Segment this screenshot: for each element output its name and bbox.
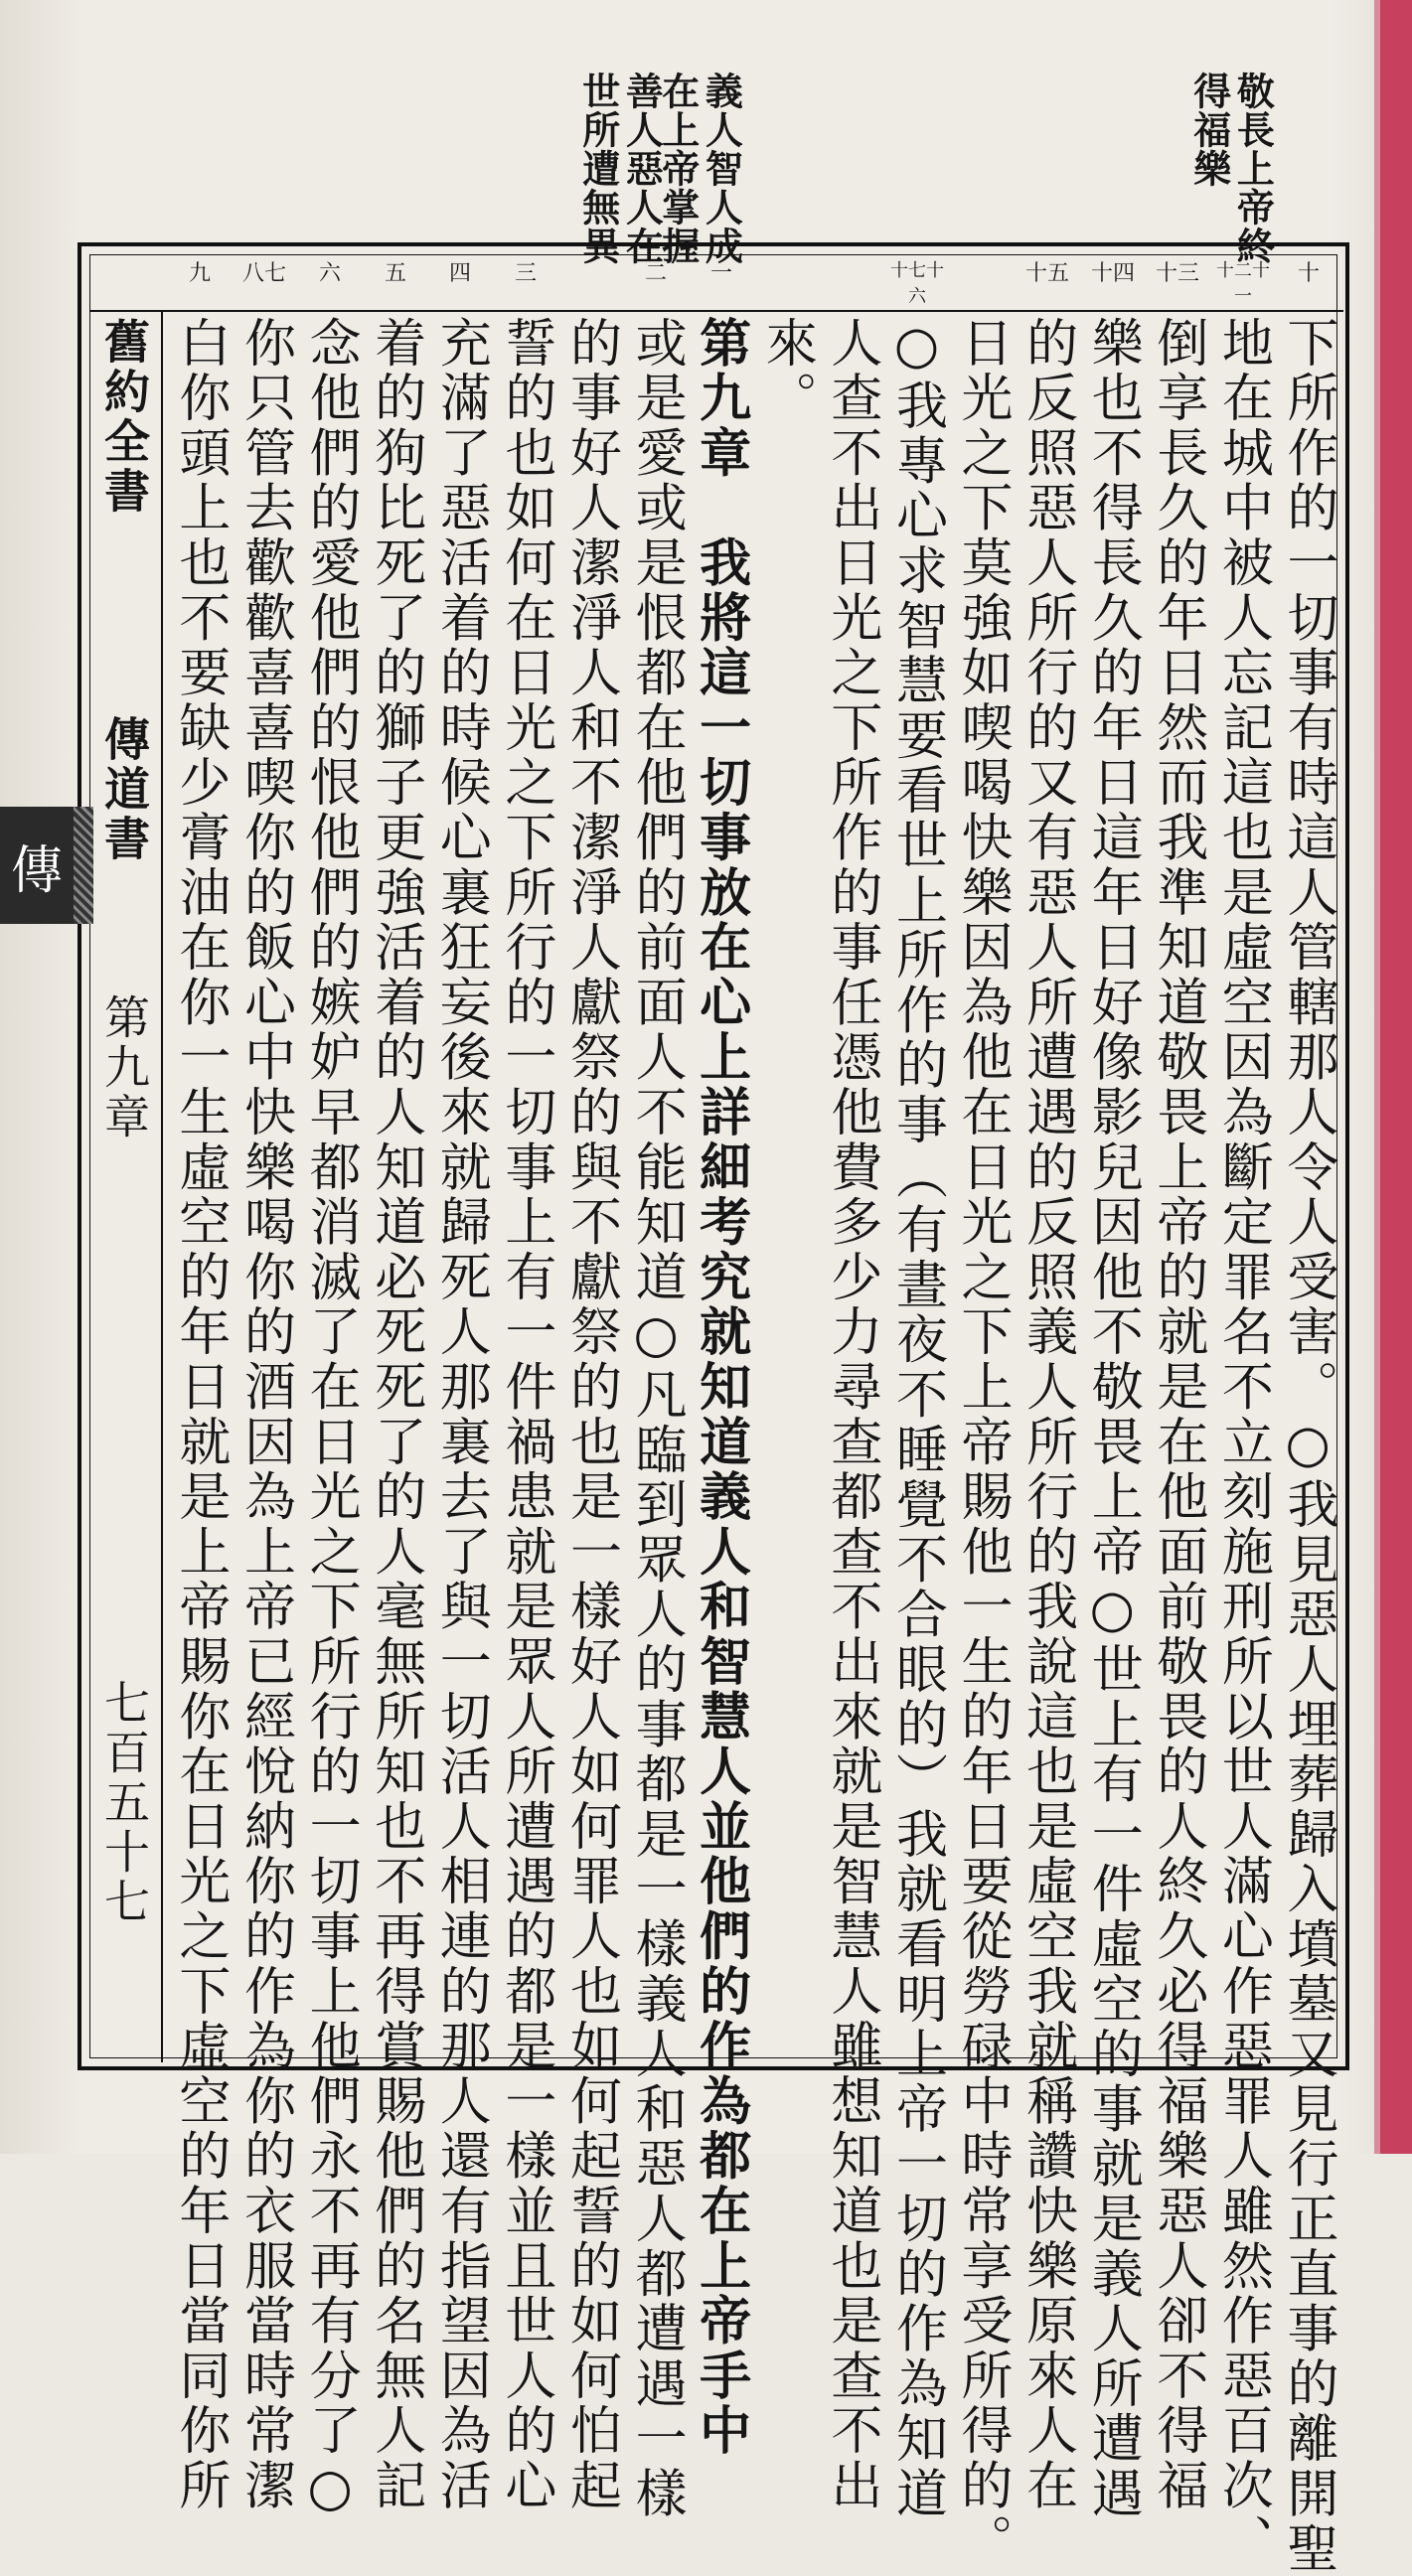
text-column: 白你頭上也不要缺少膏油在你一生虛空的年日就是上帝賜你在日光之下虛空的年日當同你所 (169, 316, 230, 2513)
page-edge-color (1380, 0, 1412, 2154)
verse-marker: 四 (448, 261, 471, 286)
margin-note-3: 善人惡人在 世所遭無異 (575, 72, 665, 265)
verse-marker: 十 (1297, 261, 1320, 286)
chapter-start-column: 第九章 我將這一切事放在心上詳細考究就知道義人和智慧人並他們的作為都在上帝手中 (690, 316, 751, 2459)
text-column: 地在城中被人忘記這也是虛空因為斷定罪名不立刻施刑所以世人滿心作惡罪人雖然作惡百次、 (1212, 316, 1273, 2569)
gutter-rule (161, 310, 163, 2062)
chapter-heading: 第九章 (97, 993, 151, 1142)
verse-marker: 九 (188, 261, 211, 286)
text-column: 充滿了惡活着的時候心裏狂妄後來就歸死人那裏去了與一切活人相連的那人還有指望因為活 (430, 316, 491, 2513)
verse-marker: 十二十一 (1216, 260, 1270, 307)
text-column: 倒享長久的年日然而我準知道敬畏上帝的就是在他面前敬畏的人終久必得福樂惡人卻不得福 (1147, 316, 1207, 2513)
verse-marker: 八七 (241, 261, 286, 286)
text-column: 日光之下莫強如喫喝快樂因為他在日光之下上帝賜他一生的年日要從勞碌中時常享受所得的。 (952, 316, 1013, 2569)
verse-marker: 十七十六 (890, 260, 944, 307)
page-number: 七百五十七 (97, 1679, 151, 1927)
text-column: 的反照惡人所行的又有惡人所遭遇的反照義人所行的我說這也是虛空我就稱讚快樂原來人在 (1017, 316, 1077, 2513)
bleed-through (149, 60, 238, 189)
book-title: 舊約全書 (97, 318, 151, 517)
text-column: 來。 (756, 316, 817, 426)
text-column: 念他們的愛他們的恨他們的嫉妒早都消滅了在日光之下所行的一切事上他們永不再有分了○ (300, 316, 361, 2521)
body-text (165, 316, 1339, 2576)
margin-note-1: 敬長上帝終 得福樂 (1186, 72, 1276, 265)
text-column: 下所作的一切事有時這人管轄那人令人受害。○我見惡人埋葬歸入墳墓又見行正直事的離開聖 (1278, 316, 1337, 2576)
thumb-index-label: 傳 (10, 840, 63, 901)
text-column: 樂也不得長久的年日這年日好像影兒因他不敬畏上帝○世上有一件虛空的事就是義人所遭遇 (1082, 316, 1143, 2521)
margin-note-2: 義人智人成 在上帝掌握 (655, 72, 744, 265)
verse-marker: 十四 (1090, 261, 1135, 286)
verse-marker: 三 (514, 261, 537, 286)
verse-marker: 一 (709, 261, 732, 286)
text-column: 人查不出日光之下所作的事任憑他費多少力尋查都查不出來就是智慧人雖想知道也是查不出 (821, 316, 881, 2513)
verse-marker: 五 (384, 261, 406, 286)
text-column: 或是愛或是恨都在他們的前面人不能知道○凡臨到眾人的事都是一樣義人和惡人都遭遇一樣 (626, 316, 687, 2521)
header-rule (89, 310, 1343, 312)
verse-marker: 二 (644, 261, 667, 286)
text-column: 着的狗比死了的獅子更強活着的人知道必死死了的人毫無所知也不再得賞賜他們的名無人記 (365, 316, 425, 2513)
text-column: ○我專心求智慧要看世上所作的事（有晝夜不睡覺不合眼的）我就看明上帝一切的作為知道 (886, 316, 947, 2521)
thumb-index-tab[interactable] (0, 807, 74, 924)
verse-marker: 六 (318, 261, 341, 286)
verse-marker: 十三 (1155, 261, 1199, 286)
text-column: 你只管去歡歡喜喜喫你的飯心中快樂喝你的酒因為上帝已經悅納你的作為你的衣服當時常潔 (235, 316, 295, 2513)
verse-marker: 十五 (1024, 261, 1069, 286)
text-column: 誓的也如何在日光之下所行的一切事上有一件禍患就是眾人所遭遇的都是一樣並且世人的心 (495, 316, 555, 2513)
book-name: 傳道書 (97, 715, 151, 864)
text-column: 的事好人潔淨人和不潔淨人獻祭的與不獻祭的也是一樣好人如何罪人也如何起誓的如何怕起 (560, 316, 621, 2513)
